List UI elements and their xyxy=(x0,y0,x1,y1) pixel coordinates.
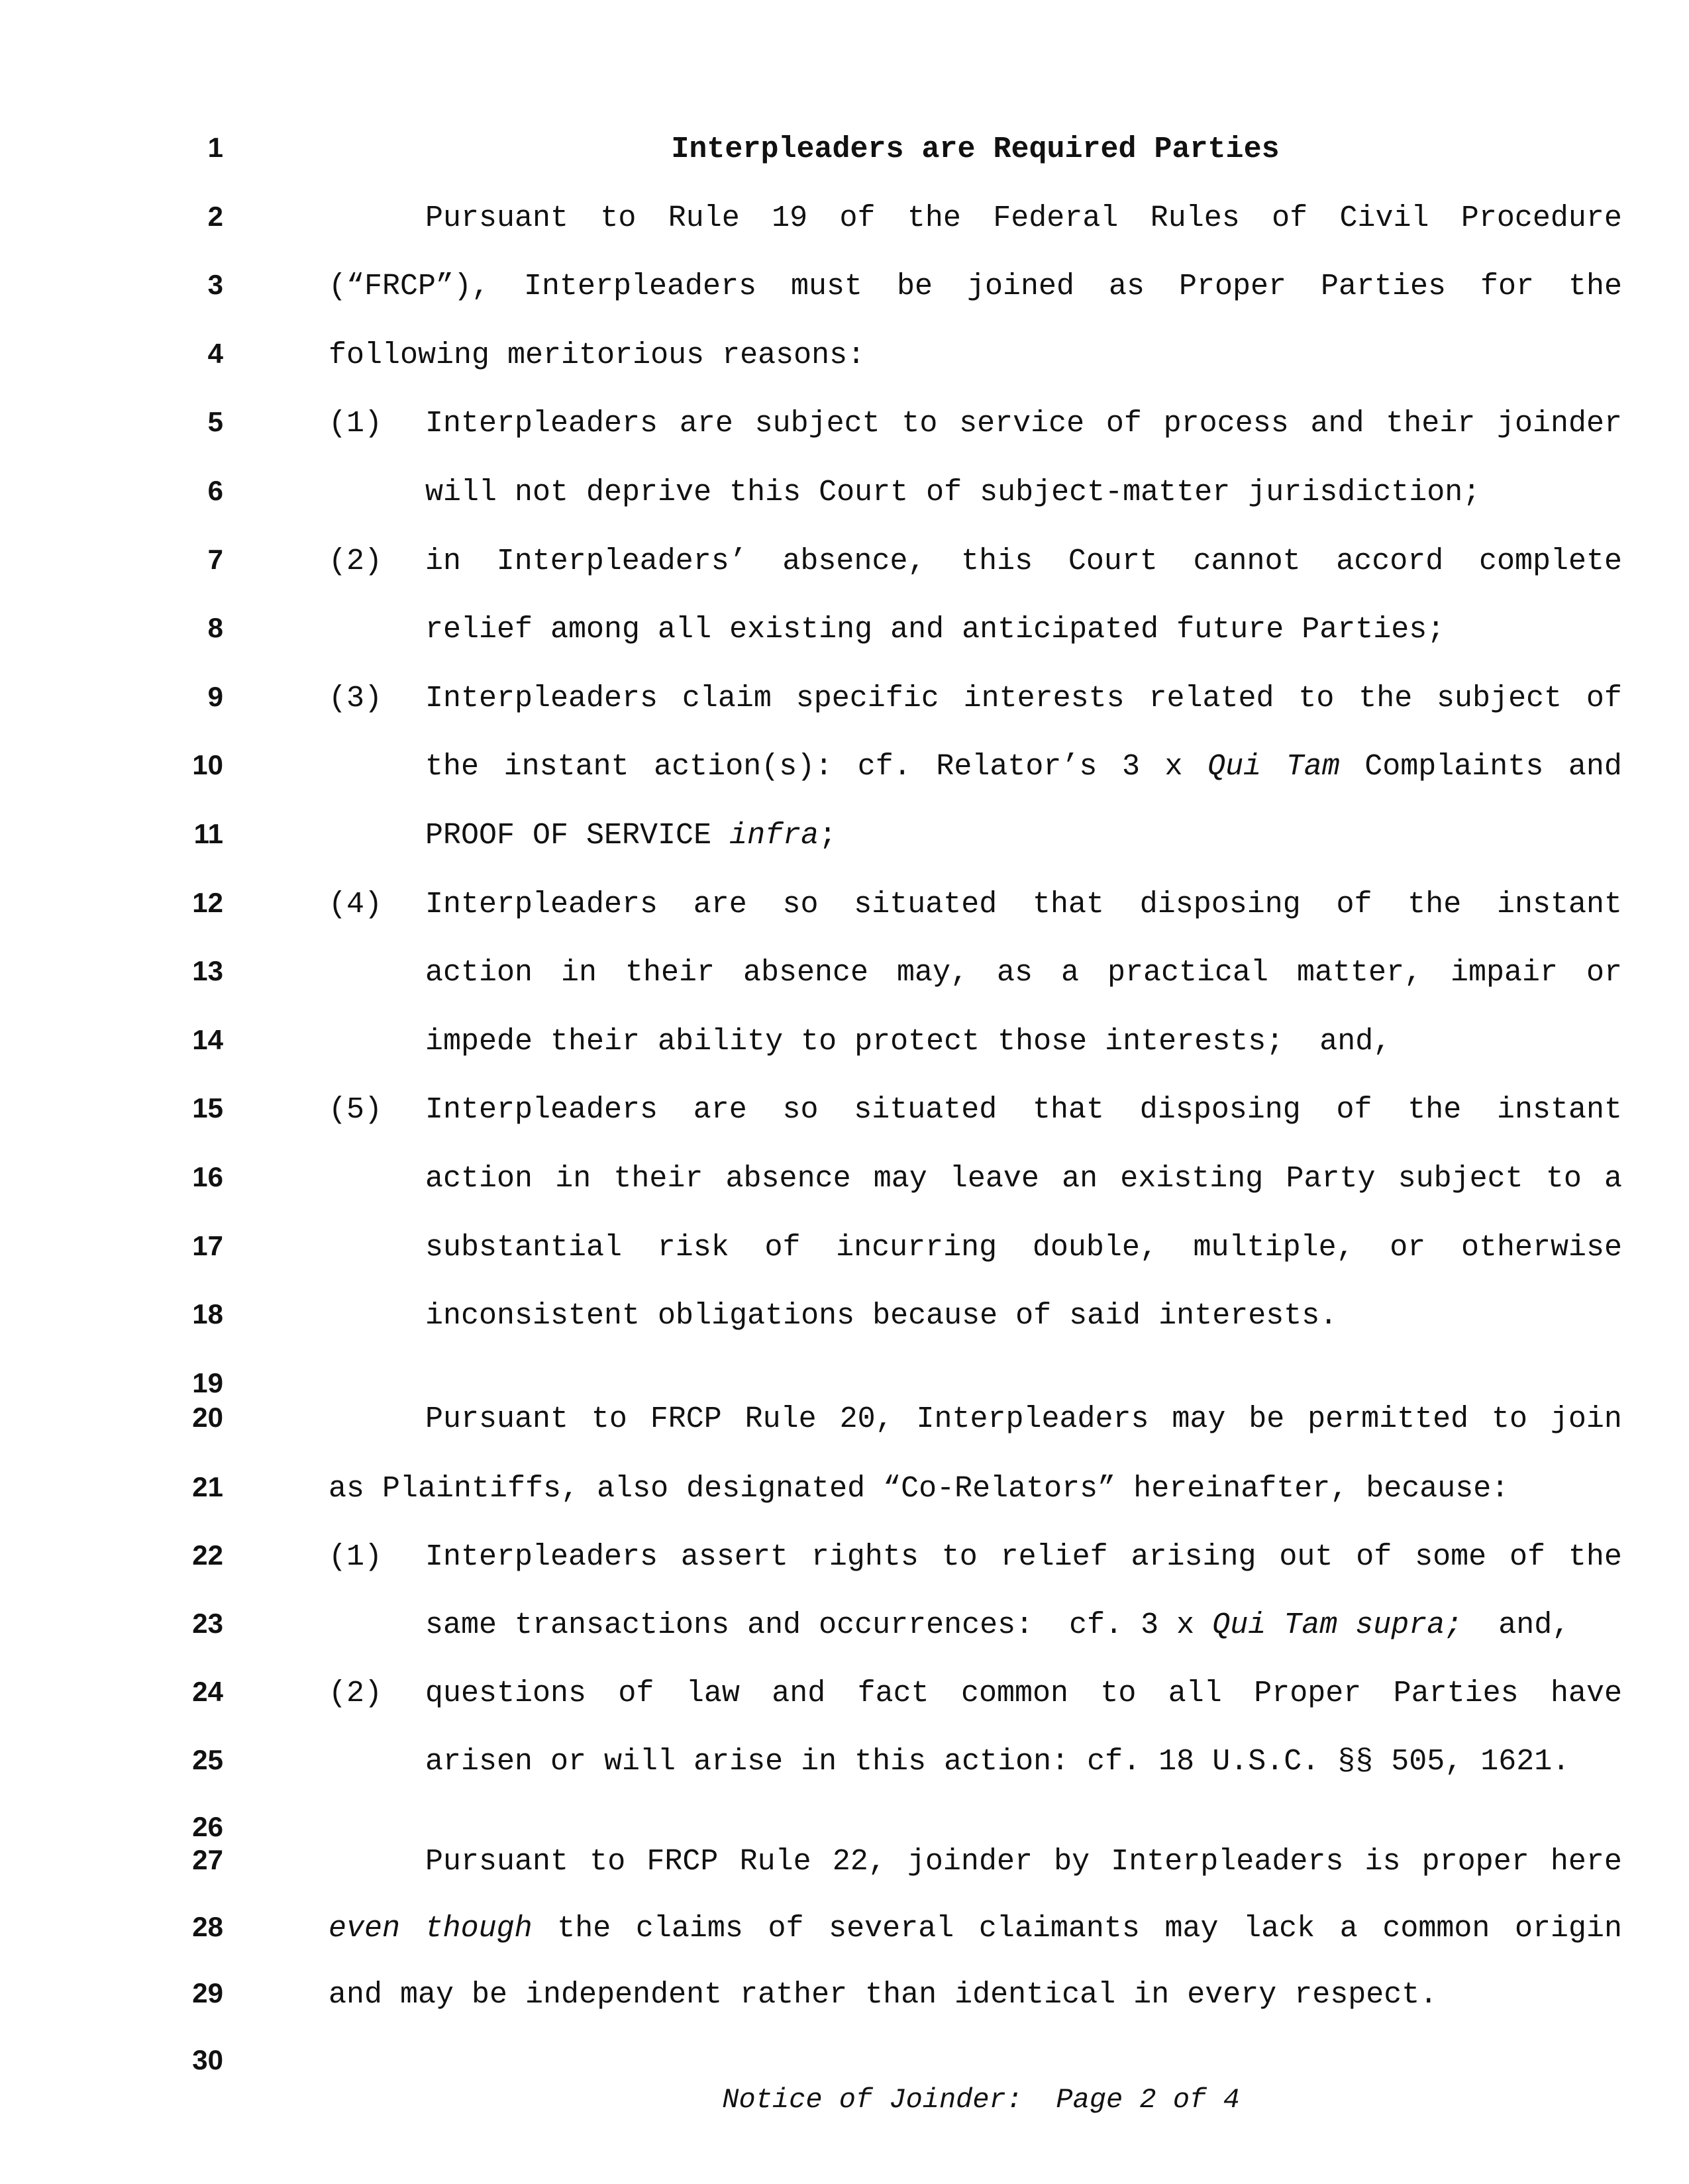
list-item-continuation-line xyxy=(329,615,1622,645)
word: Pursuant xyxy=(425,201,569,235)
word: 19 xyxy=(772,201,808,235)
word: Parties xyxy=(1321,270,1447,303)
text-line xyxy=(329,1474,1622,1504)
text-segment: will not deprive this Court of subject-matter jurisdiction; xyxy=(425,476,1481,509)
word: absence xyxy=(725,1162,851,1196)
word: and xyxy=(772,1677,826,1710)
line-number: 7 xyxy=(207,544,223,575)
word: the xyxy=(907,201,961,235)
word: join xyxy=(1550,1402,1622,1436)
word: of xyxy=(768,1912,804,1946)
word: be xyxy=(897,270,933,303)
list-item-text xyxy=(425,546,1622,576)
word: questions xyxy=(425,1677,587,1710)
word: of xyxy=(839,201,876,235)
list-item-continuation-line xyxy=(329,958,1622,988)
list-item-continuation-line xyxy=(329,752,1622,782)
text-segment: PROOF OF SERVICE xyxy=(425,819,730,853)
word: Pursuant xyxy=(425,1845,569,1879)
word: 22, xyxy=(832,1845,886,1879)
word: disposing xyxy=(1139,1093,1301,1127)
word: several xyxy=(829,1912,954,1946)
list-item-text xyxy=(425,1679,1622,1708)
word: this xyxy=(961,545,1033,578)
word: some xyxy=(1415,1540,1487,1574)
word: in xyxy=(561,956,597,990)
word: their xyxy=(1386,407,1476,441)
word: absence xyxy=(742,956,869,990)
word: Parties xyxy=(1393,1677,1519,1710)
word: instant xyxy=(503,750,629,784)
word: so xyxy=(782,1093,819,1127)
word: an xyxy=(1062,1162,1098,1196)
text-segment: and, xyxy=(1462,1608,1570,1642)
word: proper xyxy=(1421,1845,1529,1879)
line-number: 9 xyxy=(207,681,223,712)
list-item-text xyxy=(425,684,1622,713)
word: situated xyxy=(854,1093,998,1127)
word: to xyxy=(1545,1162,1582,1196)
line-number: 1 xyxy=(207,132,223,163)
word: subject xyxy=(1437,682,1562,715)
bold-text-segment: Interpleaders are Required Parties xyxy=(671,132,1280,166)
word: lack xyxy=(1243,1912,1315,1946)
word: Civil xyxy=(1339,201,1429,235)
word: Pursuant xyxy=(425,1402,569,1436)
word: in xyxy=(555,1162,591,1196)
word: the xyxy=(1568,1540,1622,1574)
line-number: 15 xyxy=(192,1092,223,1123)
line-number: 13 xyxy=(192,955,223,986)
word: Federal xyxy=(993,201,1119,235)
word: to xyxy=(589,1845,626,1879)
word: the xyxy=(425,750,480,784)
list-item-number: (1) xyxy=(329,1540,383,1574)
word: Rule xyxy=(739,1845,811,1879)
line-number: 14 xyxy=(192,1024,223,1055)
text-line xyxy=(329,272,1622,301)
paragraph-first-line xyxy=(329,1404,1622,1434)
line-number: 17 xyxy=(192,1230,223,1261)
word: Interpleaders’ xyxy=(496,545,747,578)
word: related xyxy=(1149,682,1274,715)
word: Procedure xyxy=(1460,201,1622,235)
italic-text-segment: infra xyxy=(729,819,819,853)
word: joined xyxy=(967,270,1075,303)
word: subject xyxy=(1398,1162,1523,1196)
word: law xyxy=(686,1677,740,1710)
text-segment: as Plaintiffs, also designated “Co-Relators” hereinafter, because: xyxy=(329,1472,1510,1506)
word: to xyxy=(1100,1677,1137,1710)
word: to xyxy=(1492,1402,1528,1436)
word: have xyxy=(1551,1677,1623,1710)
word: the xyxy=(557,1912,611,1946)
word: to xyxy=(1298,682,1335,715)
word: to xyxy=(591,1402,627,1436)
text-segment: ; xyxy=(819,819,837,853)
word: action(s): xyxy=(654,750,833,784)
line-number: 8 xyxy=(207,612,223,643)
word: FRCP xyxy=(650,1402,722,1436)
word: Interpleaders xyxy=(425,682,658,715)
word: the xyxy=(1408,888,1462,921)
word: common xyxy=(1382,1912,1490,1946)
word: here xyxy=(1550,1845,1622,1879)
word: all xyxy=(1168,1677,1222,1710)
word: are xyxy=(693,888,747,921)
word: interests xyxy=(963,682,1125,715)
word: is xyxy=(1364,1845,1401,1879)
line-number: 18 xyxy=(192,1298,223,1329)
paragraph-first-line xyxy=(329,1847,1622,1877)
text-segment: inconsistent obligations because of said interests. xyxy=(425,1299,1338,1333)
word: absence, xyxy=(782,545,926,578)
list-item-continuation-line xyxy=(329,478,1622,507)
line-number: 12 xyxy=(192,887,223,918)
word: for xyxy=(1480,270,1535,303)
word: Interpleaders xyxy=(524,270,757,303)
list-item-number: (3) xyxy=(329,682,383,715)
word: rights xyxy=(811,1540,919,1574)
word: of xyxy=(1272,201,1308,235)
line-number: 16 xyxy=(192,1161,223,1192)
line-number: 26 xyxy=(192,1811,223,1842)
word: 20, xyxy=(839,1402,894,1436)
line-number: 2 xyxy=(207,201,223,232)
italic-word: Qui xyxy=(1207,750,1262,784)
word: joinder xyxy=(907,1845,1033,1879)
word: of xyxy=(1510,1540,1546,1574)
word: Rule xyxy=(744,1402,817,1436)
italic-word: Tam xyxy=(1286,750,1340,784)
word: practical xyxy=(1107,956,1268,990)
line-number: 6 xyxy=(207,475,223,506)
word: by xyxy=(1054,1845,1090,1879)
list-item-number: (4) xyxy=(329,888,383,921)
word: permitted xyxy=(1307,1402,1469,1436)
text-line xyxy=(329,1914,1622,1944)
word: incurring xyxy=(836,1231,998,1265)
word: as xyxy=(1109,270,1145,303)
word: substantial xyxy=(425,1231,623,1265)
page-footer: Notice of Joinder: Page 2 of 4 xyxy=(722,2084,1240,2116)
word: matter, xyxy=(1296,956,1422,990)
line-number: 19 xyxy=(192,1367,223,1398)
word: their xyxy=(625,956,715,990)
word: (“FRCP”), xyxy=(329,270,490,303)
word: leave xyxy=(949,1162,1039,1196)
word: fact xyxy=(857,1677,929,1710)
word: of xyxy=(764,1231,801,1265)
word: so xyxy=(782,888,819,921)
line-number: 22 xyxy=(192,1539,223,1571)
line-number: 24 xyxy=(192,1676,223,1707)
text-segment: same transactions and occurrences: cf. 3 x xyxy=(425,1608,1213,1642)
line-number: 23 xyxy=(192,1608,223,1639)
word: accord xyxy=(1336,545,1444,578)
line-number: 25 xyxy=(192,1744,223,1775)
text-segment: relief among all existing and anticipated future Parties; xyxy=(425,613,1445,647)
list-item-continuation-line xyxy=(329,1233,1622,1263)
list-item-continuation-line xyxy=(329,1747,1622,1777)
word: to xyxy=(600,201,637,235)
word: may, xyxy=(896,956,969,990)
word: of xyxy=(1105,407,1142,441)
text-line xyxy=(329,340,1622,370)
line-number: 30 xyxy=(192,2044,223,2075)
word: existing xyxy=(1120,1162,1264,1196)
italic-word: though xyxy=(425,1912,533,1946)
word: Proper xyxy=(1254,1677,1362,1710)
word: common xyxy=(961,1677,1069,1710)
word: risk xyxy=(657,1231,729,1265)
word: Interpleaders xyxy=(425,888,658,921)
word: action xyxy=(425,956,533,990)
word: are xyxy=(693,1093,747,1127)
word: instant xyxy=(1497,888,1623,921)
list-item-continuation-line xyxy=(329,1610,1622,1640)
list-item-number: (2) xyxy=(329,1677,383,1710)
word: may xyxy=(1164,1912,1219,1946)
list-item-text xyxy=(425,1542,1622,1572)
word: the xyxy=(1358,682,1413,715)
word: out xyxy=(1279,1540,1333,1574)
line-number: 11 xyxy=(193,818,223,849)
word: claim xyxy=(682,682,772,715)
word: Interpleaders xyxy=(916,1402,1149,1436)
word: of xyxy=(1336,1093,1372,1127)
word: joinder xyxy=(1497,407,1623,441)
word: service xyxy=(959,407,1085,441)
line-number: 20 xyxy=(192,1402,223,1433)
text-segment: following meritorious reasons: xyxy=(329,338,866,372)
word: assert xyxy=(680,1540,788,1574)
word: x xyxy=(1164,750,1183,784)
line-number: 27 xyxy=(192,1844,223,1875)
list-item-continuation-line xyxy=(329,1027,1622,1057)
list-item-text xyxy=(425,890,1622,919)
list-item-continuation-line xyxy=(329,821,1622,851)
word: Complaints xyxy=(1364,750,1544,784)
word: Party xyxy=(1286,1162,1376,1196)
word: must xyxy=(791,270,863,303)
italic-word: even xyxy=(329,1912,401,1946)
italic-text-segment: Qui Tam supra; xyxy=(1212,1608,1463,1642)
word: may xyxy=(1172,1402,1226,1436)
word: relief xyxy=(1000,1540,1108,1574)
word: and xyxy=(1568,750,1622,784)
line-number: 3 xyxy=(207,269,223,300)
word: subject xyxy=(754,407,880,441)
list-item-continuation-line xyxy=(329,1301,1622,1331)
list-item-text xyxy=(425,1095,1622,1125)
word: instant xyxy=(1497,1093,1623,1127)
word: of xyxy=(1586,682,1622,715)
list-item-text xyxy=(425,409,1622,439)
word: their xyxy=(613,1162,703,1196)
word: complete xyxy=(1478,545,1622,578)
line-number: 4 xyxy=(207,338,223,369)
word: Relator’s xyxy=(936,750,1098,784)
word: action xyxy=(425,1162,533,1196)
word: specific xyxy=(795,682,939,715)
word: a xyxy=(1604,1162,1623,1196)
line-number: 28 xyxy=(192,1911,223,1942)
word: Court xyxy=(1068,545,1158,578)
word: 3 xyxy=(1121,750,1140,784)
word: claimants xyxy=(978,1912,1140,1946)
word: or xyxy=(1390,1231,1426,1265)
line-number: 29 xyxy=(192,1977,223,2008)
paragraph-first-line xyxy=(329,203,1622,233)
section-heading xyxy=(329,134,1622,164)
word: of xyxy=(618,1677,654,1710)
word: Rule xyxy=(668,201,740,235)
word: the xyxy=(1568,270,1623,303)
line-number: 21 xyxy=(192,1471,223,1502)
word: disposing xyxy=(1139,888,1301,921)
word: origin xyxy=(1515,1912,1623,1946)
text-segment: and may be independent rather than identical in every respect. xyxy=(329,1978,1438,2012)
text-segment: arisen or will arise in this action: cf. 18 U.S.C. §§ 505, 1621. xyxy=(425,1745,1570,1779)
word: process xyxy=(1163,407,1289,441)
word: arising xyxy=(1131,1540,1256,1574)
word: FRCP xyxy=(646,1845,719,1879)
word: Rules xyxy=(1150,201,1240,235)
word: as xyxy=(996,956,1033,990)
word: or xyxy=(1586,956,1622,990)
word: to xyxy=(941,1540,978,1574)
word: Interpleaders xyxy=(1111,1845,1344,1879)
word: Interpleaders xyxy=(425,407,658,441)
word: to xyxy=(901,407,938,441)
line-number: 10 xyxy=(192,749,223,780)
word: be xyxy=(1249,1402,1285,1436)
list-item-number: (5) xyxy=(329,1093,383,1127)
list-item-continuation-line xyxy=(329,1164,1622,1194)
word: Interpleaders xyxy=(425,1093,658,1127)
word: double, xyxy=(1032,1231,1158,1265)
word: the xyxy=(1408,1093,1462,1127)
word: may xyxy=(873,1162,927,1196)
word: a xyxy=(1060,956,1079,990)
word: cf. xyxy=(857,750,911,784)
word: of xyxy=(1336,888,1372,921)
text-line xyxy=(329,1980,1622,2010)
word: situated xyxy=(854,888,998,921)
word: cannot xyxy=(1193,545,1301,578)
word: Interpleaders xyxy=(425,1540,658,1574)
line-number: 5 xyxy=(207,406,223,437)
word: in xyxy=(425,545,462,578)
word: and xyxy=(1310,407,1364,441)
word: otherwise xyxy=(1460,1231,1622,1265)
text-segment: impede their ability to protect those interests; and, xyxy=(425,1025,1392,1059)
word: a xyxy=(1339,1912,1358,1946)
word: that xyxy=(1033,888,1105,921)
word: of xyxy=(1356,1540,1392,1574)
word: that xyxy=(1033,1093,1105,1127)
word: are xyxy=(679,407,733,441)
word: claims xyxy=(635,1912,743,1946)
word: impair xyxy=(1450,956,1558,990)
list-item-number: (2) xyxy=(329,545,383,578)
word: Proper xyxy=(1179,270,1287,303)
word: multiple, xyxy=(1193,1231,1355,1265)
list-item-number: (1) xyxy=(329,407,383,441)
